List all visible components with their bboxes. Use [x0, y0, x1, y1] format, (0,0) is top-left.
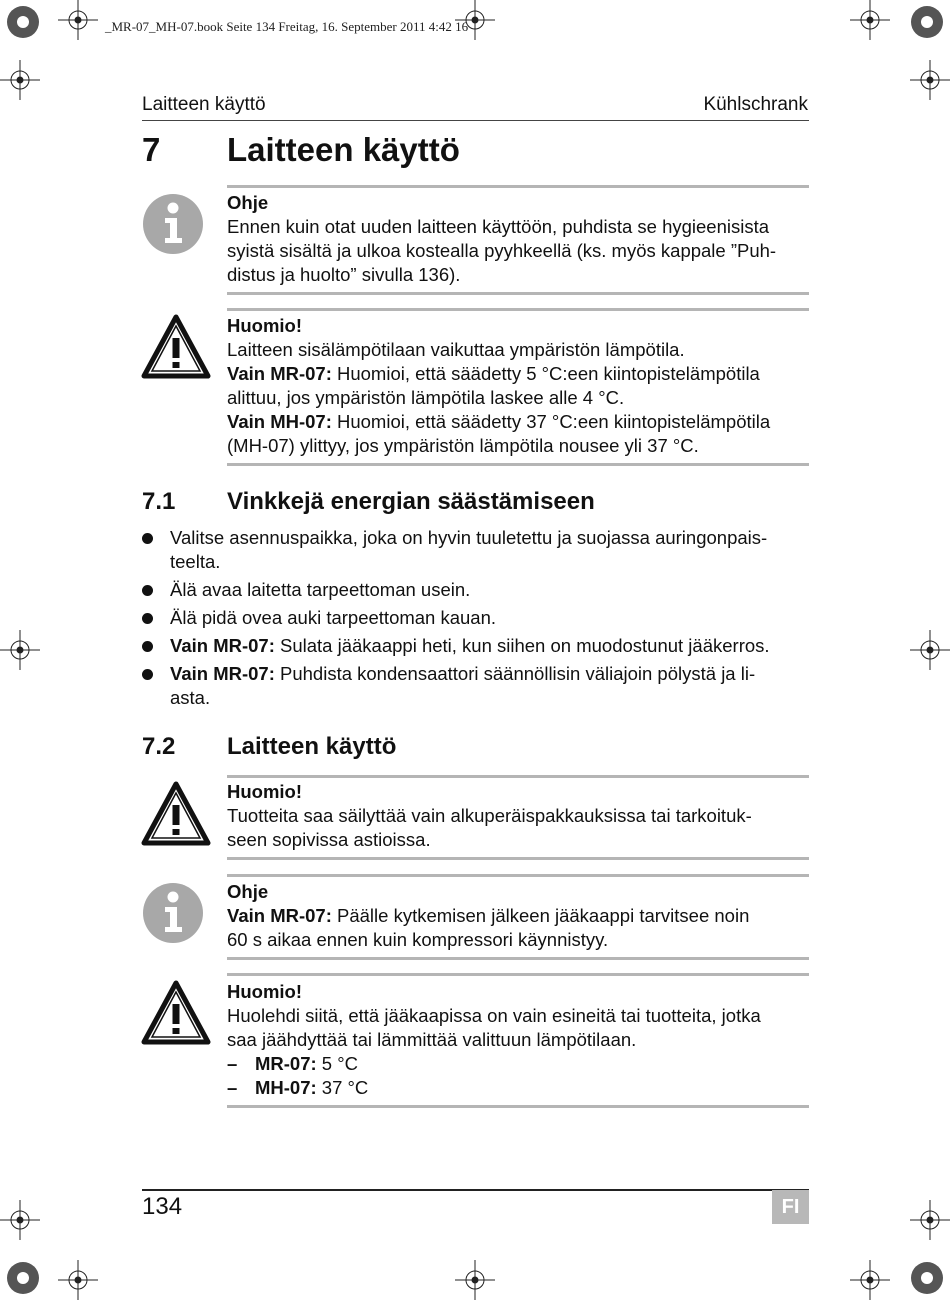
item-line: teelta. [170, 551, 221, 572]
note-line: (MH-07) ylittyy, jos ympäristön lämpötila nousee yli 37 °C. [227, 435, 699, 456]
note-title: Huomio! [227, 315, 303, 336]
note-line: distus ja huolto” sivulla 136). [227, 264, 461, 285]
item-text: Puhdista kondensaattori säännöllisin väliajoin pölystä ja li- [274, 663, 756, 684]
dash-symbol: – [227, 1077, 238, 1098]
item-line: Valitse asennuspaikka, joka on hyvin tuuletettu ja suojassa auringonpais- [170, 527, 768, 548]
item-line: Älä pidä ovea auki tarpeettoman kauan. [170, 607, 497, 628]
note-line: seen sopivissa astioissa. [227, 829, 431, 850]
chapter-title: Laitteen käyttö [227, 131, 460, 168]
note-line: Ennen kuin otat uuden laitteen käyttöön, puhdista se hygieenisista [227, 216, 770, 237]
model-label: MR-07: [255, 1053, 317, 1074]
temperature-value: 37 °C [316, 1077, 369, 1098]
dash-symbol: – [227, 1053, 238, 1074]
note-line: syistä sisältä ja ulkoa kostealla pyyhkeellä (ks. myös kappale ”Puh- [227, 240, 777, 261]
note-title: Huomio! [227, 981, 303, 1002]
note-title: Huomio! [227, 781, 303, 802]
section-title: Laitteen käyttö [227, 733, 397, 760]
section-number: 7.2 [142, 733, 176, 760]
chapter-number: 7 [142, 131, 161, 168]
model-prefix: Vain MR-07: [227, 363, 332, 384]
model-prefix: Vain MR-07: [227, 905, 332, 926]
model-label: MH-07: [255, 1077, 317, 1098]
temperature-value: 5 °C [316, 1053, 358, 1074]
star-disc-icon [7, 6, 943, 1294]
print-info: _MR-07_MH-07.book Seite 134 Freitag, 16. September 2011 4:42 16 [105, 19, 469, 34]
model-prefix: Vain MH-07: [227, 411, 332, 432]
note-title: Ohje [227, 881, 269, 902]
note-line: Laitteen sisälämpötilaan vaikuttaa ympäristön lämpötila. [227, 339, 685, 360]
section-title: Vinkkejä energian säästämiseen [227, 488, 595, 515]
note-line: Huolehdi siitä, että jääkaapissa on vain esineitä tai tuotteita, jotka [227, 1005, 761, 1026]
note-text: Huomioi, että säädetty 37 °C:een kiintopistelämpötila [331, 411, 771, 432]
note-line: 60 s aikaa ennen kuin kompressori käynnistyy. [227, 929, 609, 950]
note-text: Huomioi, että säädetty 5 °C:een kiintopistelämpötila [331, 363, 760, 384]
running-header-right: Kühlschrank [703, 94, 808, 115]
item-line: asta. [170, 687, 211, 708]
page-number: 134 [142, 1193, 183, 1220]
section-number: 7.1 [142, 488, 176, 515]
note-line: saa jäähdyttää tai lämmittää valittuun lämpötilaan. [227, 1029, 637, 1050]
language-badge: FI [772, 1190, 809, 1224]
model-prefix: Vain MR-07: [170, 635, 275, 656]
note-line: alittuu, jos ympäristön lämpötila laskee alle 4 °C. [227, 387, 625, 408]
item-text: Sulata jääkaappi heti, kun siihen on muodostunut jääkerros. [274, 635, 770, 656]
note-title: Ohje [227, 192, 269, 213]
note-text: Päälle kytkemisen jälkeen jääkaappi tarvitsee noin [331, 905, 750, 926]
item-line: Älä avaa laitetta tarpeettoman usein. [170, 579, 471, 600]
note-line: Tuotteita saa säilyttää vain alkuperäispakkauksissa tai tarkoituk- [227, 805, 752, 826]
running-header-left: Laitteen käyttö [142, 94, 266, 115]
model-prefix: Vain MR-07: [170, 663, 275, 684]
